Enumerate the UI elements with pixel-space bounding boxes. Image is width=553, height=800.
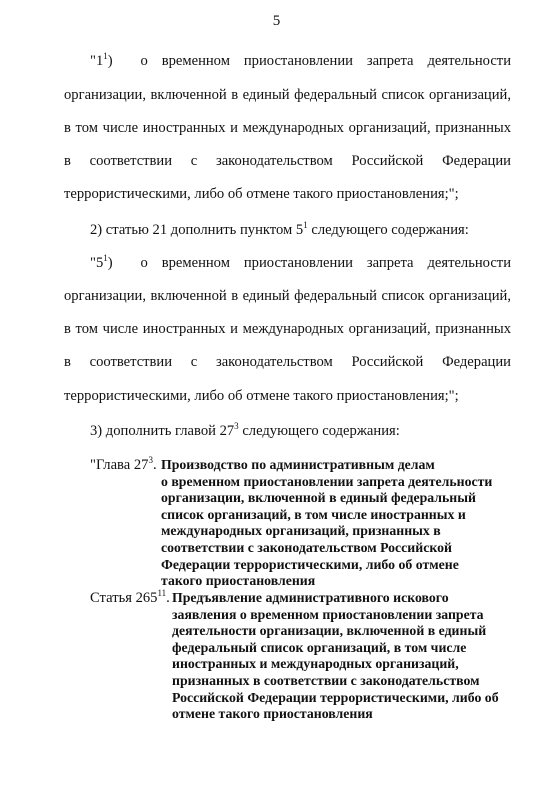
chapter-title-line-1: Производство по административным делам (161, 457, 435, 472)
item3-line: 3) дополнить главой $27^3$ следующего содержания: (90, 421, 400, 439)
article-title-line-7: Российской Федерации террористическими, либо об (172, 689, 499, 705)
article-label: Статья $265^{11}$. (90, 588, 170, 606)
item2-line: 2) статью 21 дополнить пунктом $5^1$ следующего содержания: (90, 220, 469, 238)
article-title-line-1: Предъявление административного искового (172, 590, 449, 605)
chapter-title-line-7: Федерации террористическими, либо об отмене (161, 556, 459, 572)
article-title (172, 590, 499, 723)
para1-line-5: террористическими, либо об отмене такого приостановления;"; (64, 186, 459, 202)
article-title-line-3: деятельности организации, включенной в единый (172, 623, 487, 639)
para1-line-2: организации, включенной в единый федеральный список организаций, (64, 87, 511, 103)
para2-line-3: в том числе иностранных и международных организаций, признанных (64, 321, 511, 337)
article-title-line-8: отмене такого приостановления (172, 706, 373, 722)
para2-line-4: в соответствии с законодательством Российской Федерации (64, 354, 511, 370)
article-title-line-5: иностранных и международных организаций, (172, 656, 459, 672)
chapter-title-line-5: международных организаций, признанных в (161, 523, 441, 539)
article-title-line-2: заявления о временном приостановлении запрета (172, 606, 484, 622)
page-number: 5 (272, 13, 281, 29)
chapter-title-line-8: такого приостановления (161, 573, 316, 589)
chapter-title-line-6: соответствии с законодательством Российской (161, 539, 452, 555)
chapter-title (161, 457, 492, 590)
article-title-line-6: признанных в соответствии с законодательством (172, 672, 480, 688)
chapter-label: "Глава $27^3$. (90, 455, 157, 473)
para2-line-1: "$5^1$) о временном приостановлении запрета деятельности (90, 253, 511, 271)
article-title-line-4: федеральный список организаций, в том числе (172, 639, 467, 655)
para1-line-4: в соответствии с законодательством Российской Федерации (64, 153, 511, 169)
para2-line-5: террористическими, либо об отмене такого приостановления;"; (64, 388, 459, 404)
para2-line-2: организации, включенной в единый федеральный список организаций, (64, 288, 511, 304)
chapter-title-line-3: организации, включенной в единый федеральный (161, 490, 476, 506)
para1-line-1: "$1^1$) о временном приостановлении запрета деятельности (90, 51, 511, 69)
chapter-title-line-4: список организаций, в том числе иностранных и (161, 506, 466, 522)
para1-line-3: в том числе иностранных и международных организаций, признанных (64, 120, 511, 136)
chapter-title-line-2: о временном приостановлении запрета деятельности (161, 473, 493, 489)
